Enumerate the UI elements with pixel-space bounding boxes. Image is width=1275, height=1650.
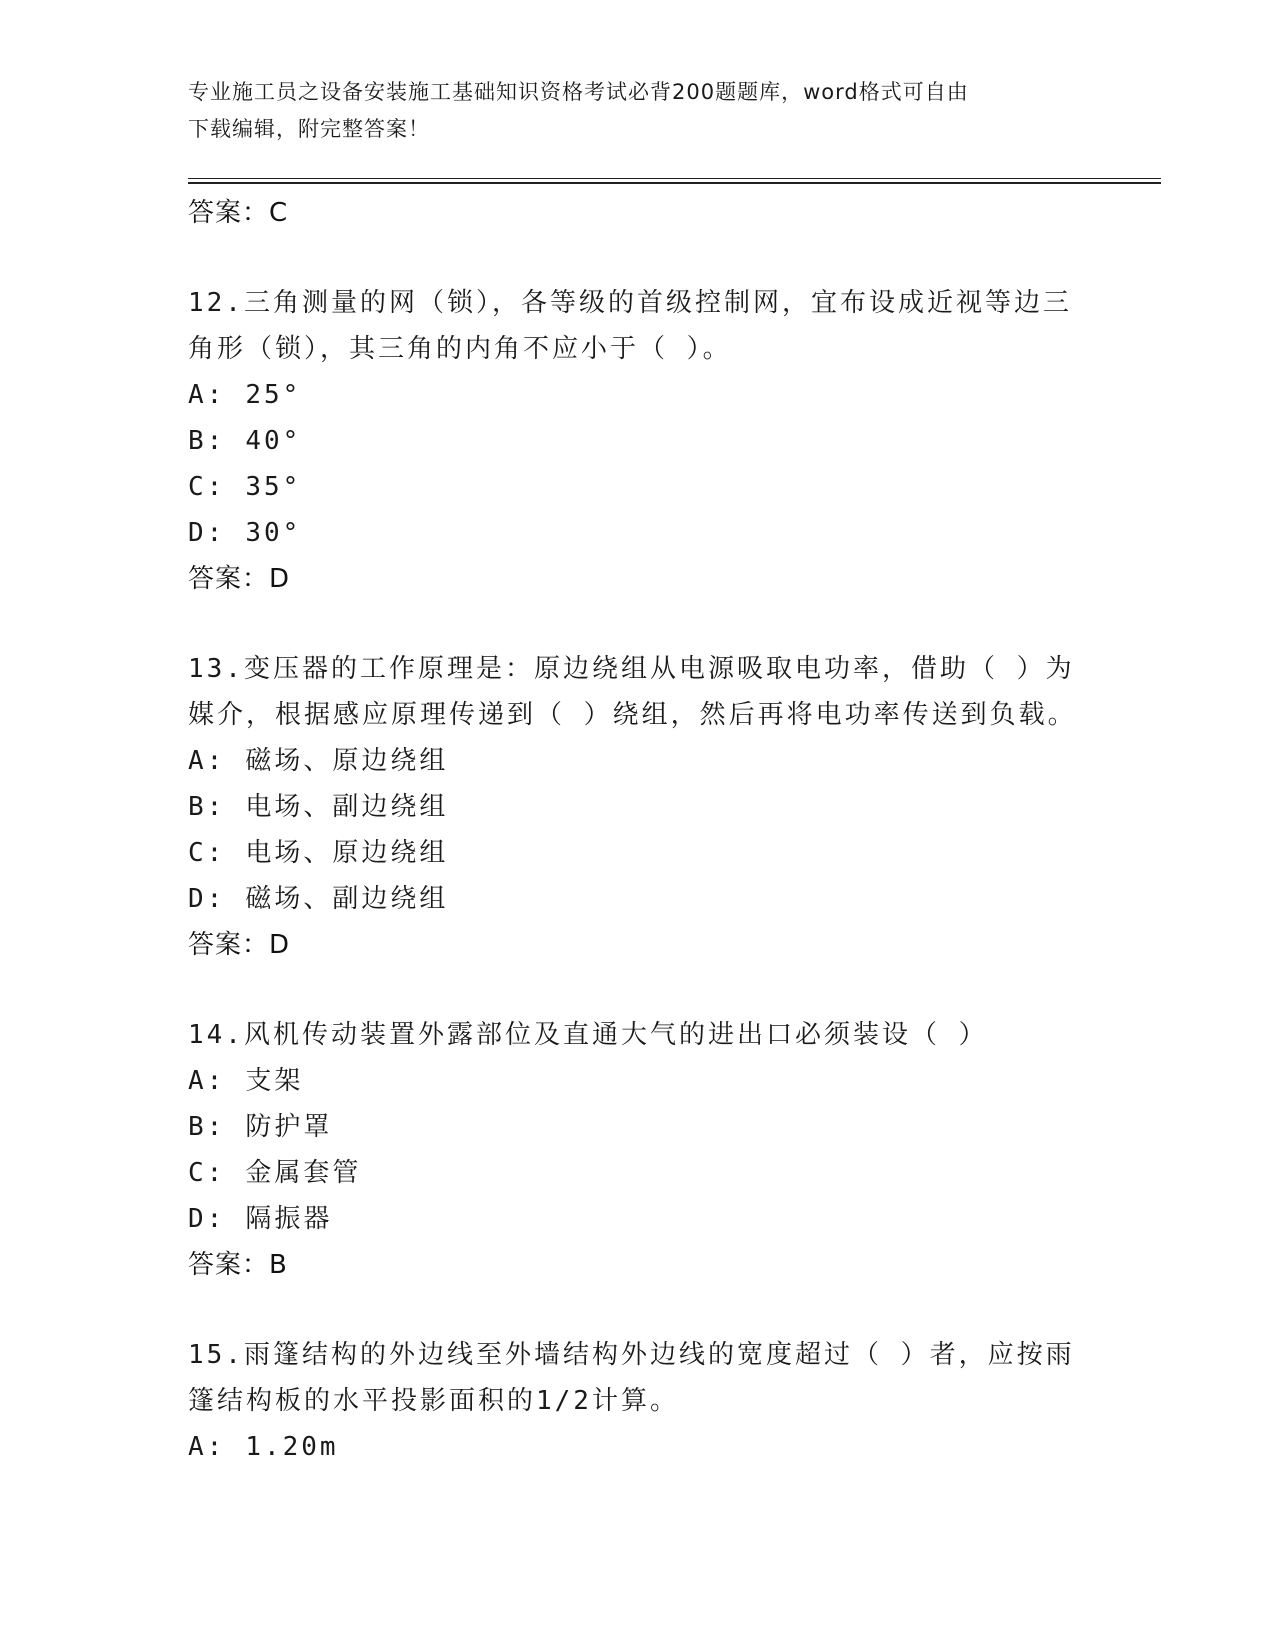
question-stem-line: 篷结构板的水平投影面积的1/2计算。 xyxy=(188,1386,679,1416)
option-letter: C: xyxy=(188,838,226,868)
option-a xyxy=(188,1424,1088,1470)
option-d xyxy=(188,1196,1088,1242)
option-letter: A: xyxy=(188,1432,226,1462)
option-b xyxy=(188,784,1088,830)
option-letter: B: xyxy=(188,426,226,456)
answer-line: 答案：D xyxy=(188,564,291,594)
page-header xyxy=(188,74,1088,148)
option-letter: B: xyxy=(188,792,226,822)
option-letter: D: xyxy=(188,884,226,914)
spacer xyxy=(188,602,1088,646)
question-stem xyxy=(188,1332,1088,1424)
option-c xyxy=(188,830,1088,876)
option-letter: D: xyxy=(188,1204,226,1234)
option-b xyxy=(188,1104,1088,1150)
option-letter: D: xyxy=(188,518,226,548)
option-letter: B: xyxy=(188,1112,226,1142)
option-a xyxy=(188,1058,1088,1104)
answer-line: 答案：B xyxy=(188,1250,288,1280)
option-letter: C: xyxy=(188,472,226,502)
option-a xyxy=(188,738,1088,784)
option-a xyxy=(188,372,1088,418)
question-stem xyxy=(188,646,1088,738)
option-c xyxy=(188,1150,1088,1196)
option-letter: A: xyxy=(188,380,226,410)
question-stem-line: 15.雨篷结构的外边线至外墙结构外边线的宽度超过（ ）者，应按雨 xyxy=(188,1340,1075,1370)
option-text: 1.20m xyxy=(245,1432,339,1462)
option-letter: A: xyxy=(188,746,226,776)
question-stem-line: 14.风机传动装置外露部位及直通大气的进出口必须装设（ ） xyxy=(188,1020,988,1050)
header-line-2: 下载编辑，附完整答案！ xyxy=(188,117,430,141)
question-12 xyxy=(188,280,1088,602)
option-text: 40° xyxy=(245,426,302,456)
option-text: 电场、副边绕组 xyxy=(245,792,449,822)
header-line-1: 专业施工员之设备安装施工基础知识资格考试必背200题题库，word格式可自由 xyxy=(188,80,969,104)
option-b xyxy=(188,418,1088,464)
option-text: 金属套管 xyxy=(245,1158,362,1188)
question-stem-line: 媒介，根据感应原理传递到（ ）绕组，然后再将电功率传送到负载。 xyxy=(188,700,1077,730)
option-text: 支架 xyxy=(245,1066,304,1096)
previous-answer: 答案：C xyxy=(188,198,289,228)
spacer xyxy=(188,1288,1088,1332)
option-letter: C: xyxy=(188,1158,226,1188)
header-divider-thick xyxy=(188,182,1161,184)
option-text: 磁场、副边绕组 xyxy=(245,884,449,914)
question-15 xyxy=(188,1332,1088,1470)
question-stem-line: 13.变压器的工作原理是：原边绕组从电源吸取电功率，借助（ ）为 xyxy=(188,654,1075,684)
question-stem-line: 角形（锁），其三角的内角不应小于（ ）。 xyxy=(188,334,732,364)
option-d xyxy=(188,510,1088,556)
question-14 xyxy=(188,1012,1088,1288)
option-text: 防护罩 xyxy=(245,1112,333,1142)
question-list xyxy=(188,190,1088,1470)
option-letter: A: xyxy=(188,1066,226,1096)
question-stem xyxy=(188,280,1088,372)
option-text: 25° xyxy=(245,380,302,410)
option-text: 30° xyxy=(245,518,302,548)
header-divider-thin xyxy=(188,178,1161,179)
answer-line: 答案：D xyxy=(188,930,291,960)
question-stem xyxy=(188,1012,1088,1058)
option-text: 隔振器 xyxy=(245,1204,333,1234)
option-d xyxy=(188,876,1088,922)
option-c xyxy=(188,464,1088,510)
question-13 xyxy=(188,646,1088,968)
option-text: 磁场、原边绕组 xyxy=(245,746,449,776)
spacer xyxy=(188,236,1088,280)
spacer xyxy=(188,968,1088,1012)
option-text: 35° xyxy=(245,472,302,502)
question-stem-line: 12.三角测量的网（锁），各等级的首级控制网，宜布设成近视等边三 xyxy=(188,288,1072,318)
option-text: 电场、原边绕组 xyxy=(245,838,449,868)
